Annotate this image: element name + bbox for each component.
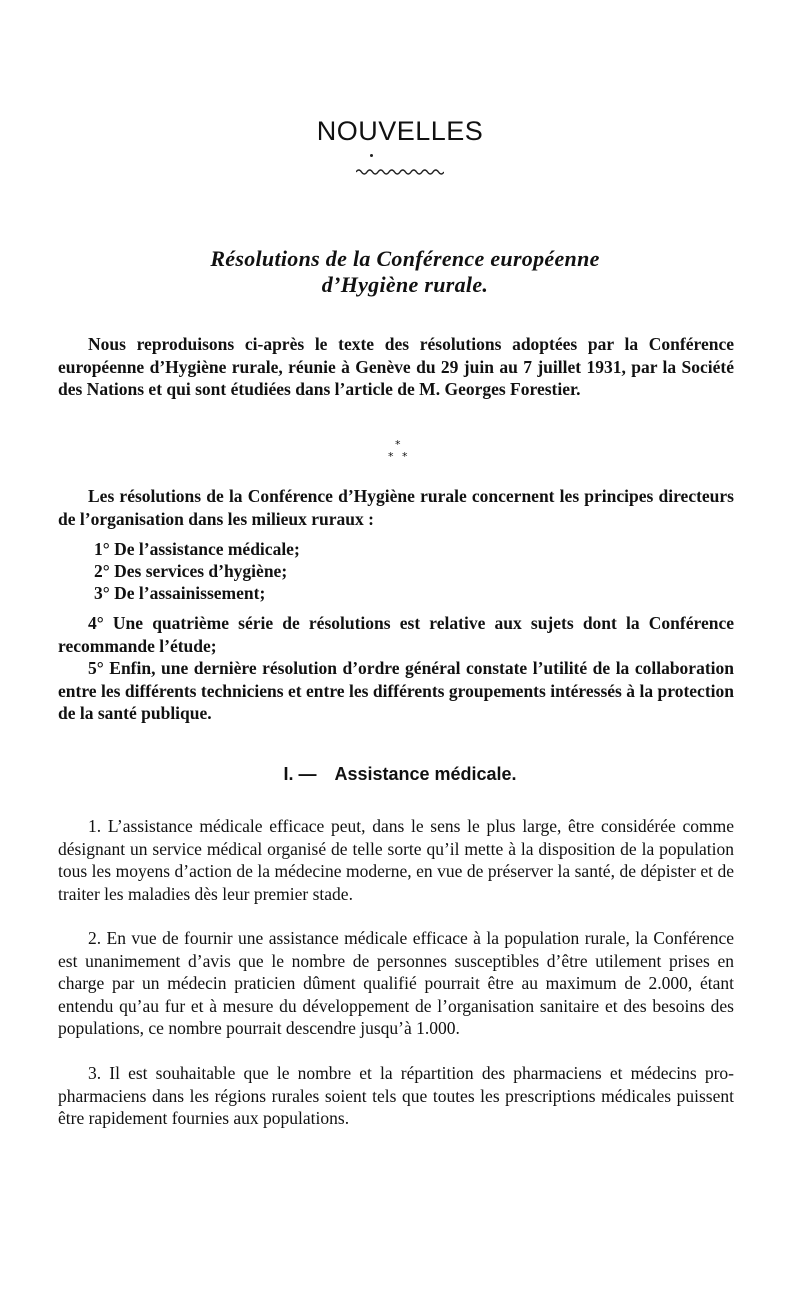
page-title: NOUVELLES bbox=[316, 116, 484, 146]
section-paragraph-2: 2. En vue de fournir une assistance médicale efficace à la population rurale, la Conférence est unanimement d’avis que le nombre de personnes susceptibles d’être utilement prises en charge par un médecin praticien dûment qualifié pourrait être au maximum de 2.000, étant entendu qu’au fur et à mesure du développement de l’organisation sanitaire et des besoins des populations, ce nombre pourrait descendre jusqu’à 1.000. bbox=[58, 928, 734, 1038]
section-paragraph-1: 1. L’assistance médicale efficace peut, dans le sens le plus large, être considérée comme désignant un service médical organisé de telle sorte qu’il mette à la disposition de la population tous les moyens d’action de la médecine moderne, en vue de préserver la santé, de dépister et de traiter les maladies dès leur premier stade. bbox=[58, 816, 734, 904]
article-title-line-2: d’Hygiène rurale. bbox=[321, 272, 489, 297]
asterism-divider bbox=[380, 438, 420, 464]
section-heading bbox=[0, 764, 800, 785]
list-item-4: 4° Une quatrième série de résolutions est relative aux sujets dont la Conférence recommande l’étude; bbox=[58, 613, 734, 656]
section-paragraph-3: 3. Il est souhaitable que le nombre et la répartition des pharmaciens et médecins pro-pharmaciens dans les régions rurales soient tels que toutes les prescriptions médicales puissent être rapidement fournies aux populations. bbox=[58, 1063, 734, 1128]
article-title-line-1: Résolutions de la Conférence européenne bbox=[210, 246, 600, 271]
section-number: I. — bbox=[283, 764, 317, 784]
svg-text:*: * bbox=[402, 450, 408, 463]
section-title: Assistance médicale. bbox=[334, 764, 517, 784]
title-dot bbox=[370, 154, 373, 157]
wavy-divider bbox=[356, 168, 444, 176]
list-item-1: 1° De l’assistance médicale; bbox=[94, 539, 300, 559]
list-item-3: 3° De l’assainissement; bbox=[94, 583, 266, 603]
svg-text:*: * bbox=[395, 438, 401, 451]
svg-text:*: * bbox=[388, 450, 394, 463]
list-item-5: 5° Enfin, une dernière résolution d’ordre général constate l’utilité de la collaboration entre les différents techniciens et entre les différents groupements intéressés à la protection de la santé publique. bbox=[58, 658, 734, 723]
summary-intro: Les résolutions de la Conférence d’Hygiène rurale concernent les principes directeurs de l’organisation dans les milieux ruraux : bbox=[58, 486, 734, 529]
intro-paragraph: Nous reproduisons ci-après le texte des résolutions adoptées par la Conférence européenne d’Hygiène rurale, réunie à Genève du 29 juin au 7 juillet 1931, par la Société des Nations et qui sont étudiées dans l’article de M. Georges Forestier. bbox=[58, 334, 734, 399]
list-item-2: 2° Des services d’hygiène; bbox=[94, 561, 288, 581]
